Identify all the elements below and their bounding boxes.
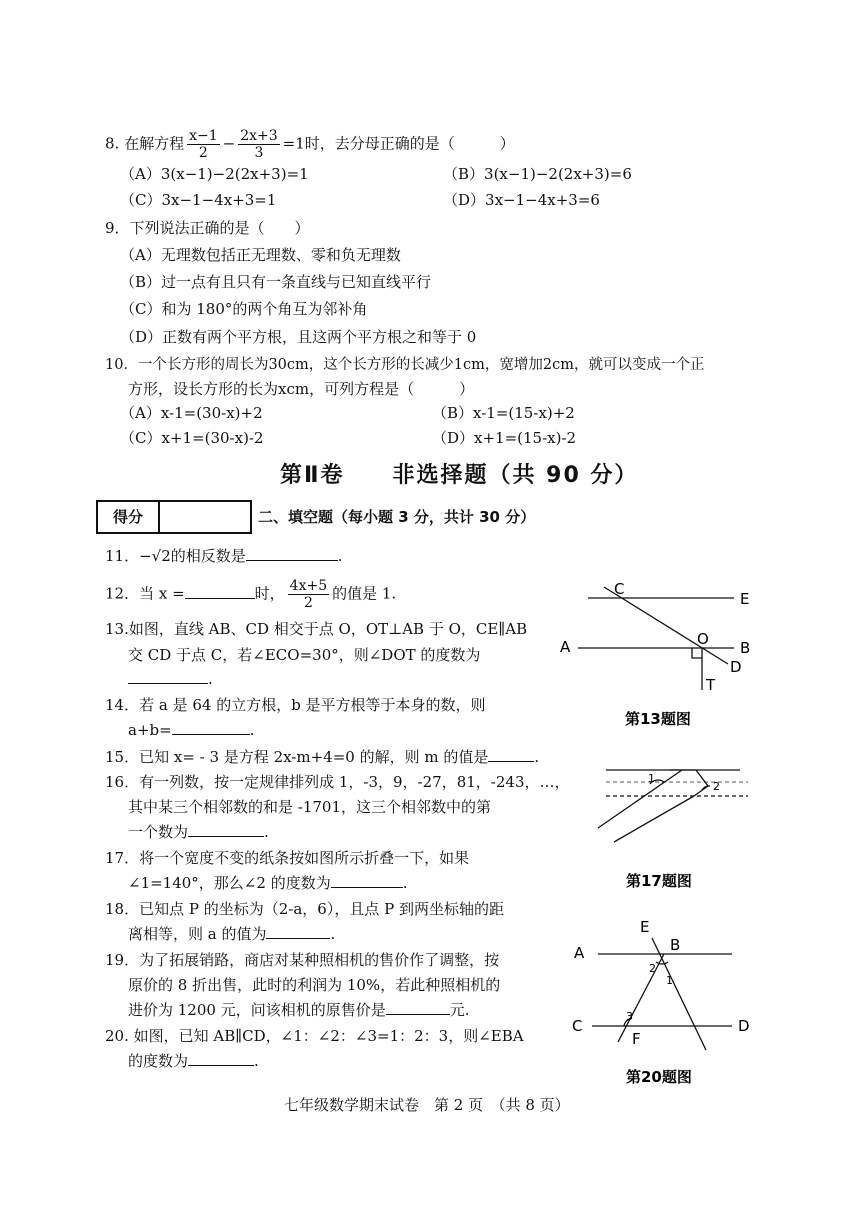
fig13-label-b: B — [740, 639, 751, 657]
q18-line2 — [128, 924, 335, 944]
q8-fraction-1 — [187, 128, 220, 161]
fig17-label-2: 2 — [713, 780, 720, 793]
q14-line2 — [128, 720, 254, 740]
q8-option-d: （D）3x−1−4x+3=6 — [443, 191, 600, 209]
fig17-angle-2-arc — [702, 786, 710, 790]
fig17-strip-left — [598, 770, 682, 828]
fig17-strip-right — [614, 796, 694, 842]
q8-suffix: =1时，去分母正确的是（ ） — [282, 134, 515, 153]
q10-option-c: （C）x+1=(30-x)-2 — [120, 429, 264, 447]
q11-prefix: 11． — [105, 547, 140, 565]
q14-text: a+b= — [128, 721, 172, 739]
q13-end: . — [208, 670, 213, 688]
section-title: 二、填空题（每小题 3 分，共计 30 分） — [258, 508, 536, 526]
q10-option-d: （D）x+1=(15-x)-2 — [432, 429, 577, 447]
q12-text: 的值是 1. — [332, 584, 397, 603]
q8-stem — [105, 128, 515, 161]
q12-mid: 时， — [254, 584, 285, 603]
q9-option-b: （B）过一点有且只有一条直线与已知直线平行 — [120, 273, 432, 291]
q10-option-b: （B）x-1=(15-x)+2 — [432, 404, 575, 422]
q10-stem-line1: 10．一个长方形的周长为30cm，这个长方形的长减少1cm，宽增加2cm，就可以变成一个正 — [105, 357, 705, 373]
q8-option-c: （C）3x−1−4x+3=1 — [120, 191, 277, 209]
page-footer: 七年级数学期末试卷 第 2 页 （共 8 页） — [284, 1096, 570, 1114]
fig20-angle-arc-3 — [624, 1018, 632, 1026]
fig20-label-a: A — [574, 944, 585, 962]
fig20-angle-arc-1 — [656, 962, 668, 964]
q10-stem-line2: 方形，设长方形的长为xcm，可列方程是（ ） — [128, 380, 475, 398]
q11 — [105, 546, 343, 566]
q19-end: 元. — [449, 1001, 470, 1019]
q16-line2: 其中某三个相邻数的和是 -1701，这三个相邻数中的第 — [128, 798, 492, 816]
q8-minus: − — [222, 134, 236, 153]
q8-frac2-numerator: 2x+3 — [240, 128, 278, 144]
q17-answer-blank[interactable] — [331, 873, 403, 888]
q19-text: 进价为 1200 元，问该相机的原售价是 — [128, 1001, 386, 1019]
q14-end: . — [249, 721, 255, 739]
q8-frac1-denominator: 2 — [198, 145, 208, 161]
q16-line1: 16．有一列数，按一定规律排列成 1，-3，9，-27，81，-243，…， — [105, 773, 570, 791]
q12 — [105, 578, 396, 611]
q19-line2: 原价的 8 折出售，此时的利润为 10%，若此种照相机的 — [128, 976, 501, 994]
q15-line1 — [105, 747, 539, 767]
q18-answer-blank[interactable] — [266, 924, 330, 939]
q10-option-a: （A）x-1=(30-x)+2 — [120, 404, 263, 422]
fig20-label-2: 2 — [649, 962, 656, 975]
q17-text: ∠1=140°，那么∠2 的度数为 — [128, 874, 331, 892]
q15-end: . — [534, 748, 540, 766]
q12-frac-numerator: 4x+5 — [289, 578, 328, 594]
q16-line3 — [128, 822, 269, 842]
q11-text: 的相反数是 — [170, 547, 246, 565]
q20-line2 — [128, 1051, 259, 1071]
q16-text: 一个数为 — [128, 823, 189, 841]
q8-frac1-numerator: x−1 — [189, 128, 218, 144]
q19-line1: 19．为了拓展销路，商店对某种照相机的售价作了调整，按 — [105, 951, 500, 969]
q17-line1: 17．将一个宽度不变的纸条按如图所示折叠一下，如果 — [105, 849, 470, 867]
q9-stem: 9．下列说法正确的是（ ） — [105, 219, 310, 237]
fig17-caption: 第17题图 — [626, 872, 692, 890]
figure-17 — [598, 770, 748, 842]
q20-end: . — [254, 1052, 259, 1070]
q13-answer-blank[interactable] — [128, 669, 208, 684]
fig20-label-1: 1 — [666, 974, 673, 987]
fig17-label-1: 1 — [648, 772, 655, 785]
q20-line1: 20. 如图，已知 AB∥CD，∠1：∠2：∠3=1：2：3，则∠EBA — [105, 1027, 524, 1045]
score-box — [96, 500, 252, 534]
q12-frac-denominator: 2 — [303, 595, 313, 611]
fig20-label-c: C — [572, 1017, 583, 1035]
q13-line3 — [128, 669, 213, 689]
fig20-label-f: F — [632, 1030, 641, 1048]
q17-line2 — [128, 873, 407, 893]
q8-option-a: （A）3(x−1)−2(2x+3)=1 — [120, 165, 309, 183]
fig20-label-e: E — [640, 918, 650, 936]
fig13-label-c: C — [614, 580, 625, 598]
q16-end: . — [264, 823, 269, 841]
q8-option-b: （B）3(x−1)−2(2x+3)=6 — [443, 165, 632, 183]
q9-option-c: （C）和为 180°的两个角互为邻补角 — [120, 300, 368, 318]
score-label: 得分 — [98, 502, 160, 532]
q11-expression: −√2 — [139, 547, 171, 565]
q19-line3 — [128, 1000, 470, 1020]
q11-answer-blank[interactable] — [246, 546, 338, 561]
fig17-angle-1-arc — [650, 780, 664, 784]
q9-option-a: （A）无理数包括正无理数、零和负无理数 — [120, 246, 401, 264]
q8-prefix: 8. 在解方程 — [105, 134, 185, 153]
q19-answer-blank[interactable] — [386, 1000, 450, 1015]
fig20-line-eb — [652, 938, 706, 1050]
fig13-label-o: O — [697, 630, 709, 648]
q15-text: 15．已知 x= - 3 是方程 2x-m+4=0 的解，则 m 的值是 — [105, 748, 489, 766]
q8-frac2-denominator: 3 — [254, 145, 264, 161]
q8-fraction-2 — [238, 128, 279, 161]
q20-answer-blank[interactable] — [188, 1051, 254, 1066]
fig20-line-bf — [618, 954, 664, 1042]
q18-end: . — [330, 925, 336, 943]
q14-line1: 14．若 a 是 64 的立方根，b 是平方根等于本身的数，则 — [105, 696, 486, 714]
q18-text: 离相等，则 a 的值为 — [128, 925, 267, 943]
fig20-caption: 第20题图 — [626, 1068, 692, 1086]
q17-end: . — [402, 874, 408, 892]
q9-option-d: （D）正数有两个平方根，且这两个平方根之和等于 0 — [120, 328, 477, 346]
q14-answer-blank[interactable] — [172, 720, 250, 735]
fig13-label-a: A — [560, 638, 571, 656]
fig20-label-d: D — [738, 1017, 750, 1035]
q11-end: . — [337, 547, 343, 565]
part2-title: 第Ⅱ卷 非选择题（共 90 分） — [280, 463, 639, 488]
q12-fraction — [288, 578, 329, 611]
q12-answer-blank[interactable] — [185, 584, 255, 599]
q12-prefix: 12．当 x = — [105, 584, 185, 603]
figure-13 — [578, 587, 734, 690]
fig13-line-cd — [604, 587, 728, 664]
q13-line2: 交 CD 于点 C，若∠ECO=30°，则∠DOT 的度数为 — [128, 646, 481, 664]
q20-text: 的度数为 — [128, 1052, 189, 1070]
fig13-label-t: T — [706, 676, 716, 694]
fig13-label-d: D — [730, 658, 742, 676]
fig13-caption: 第13题图 — [625, 710, 691, 728]
fig20-label-3: 3 — [626, 1010, 633, 1023]
q18-line1: 18．已知点 P 的坐标为（2-a，6），且点 P 到两坐标轴的距 — [105, 900, 504, 918]
q13-line1: 13.如图，直线 AB、CD 相交于点 O，OT⊥AB 于 O，CE∥AB — [105, 620, 528, 638]
q15-answer-blank[interactable] — [488, 747, 534, 762]
figure-20 — [592, 938, 732, 1050]
fig20-label-b: B — [670, 936, 681, 954]
fig13-label-e: E — [740, 590, 750, 608]
q16-answer-blank[interactable] — [188, 822, 264, 837]
fig13-right-angle-mark — [692, 648, 702, 658]
fig17-folded-part — [670, 770, 708, 796]
